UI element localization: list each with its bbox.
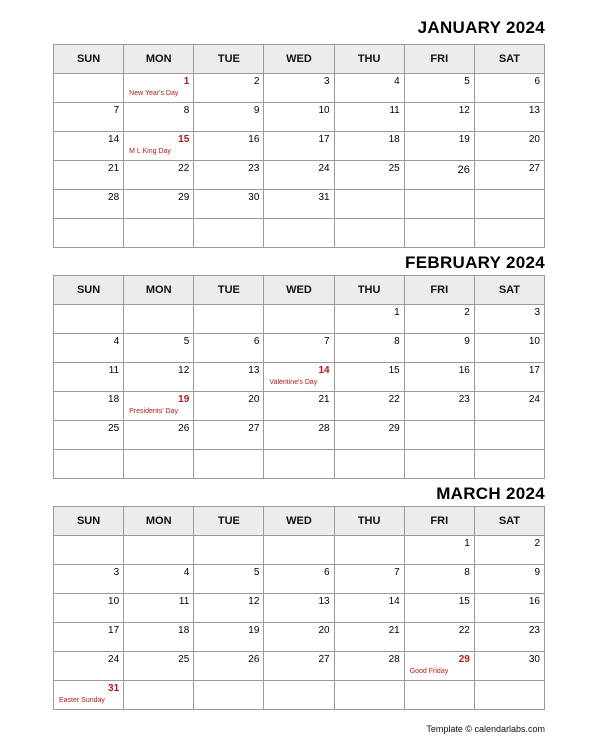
week-row: [54, 74, 545, 103]
day-number: 24: [108, 654, 120, 665]
day-number: 16: [458, 365, 470, 376]
month-title: FEBRUARY 2024: [405, 253, 545, 272]
week-row: [54, 190, 545, 219]
holiday-name: Presidents' Day: [129, 408, 178, 415]
day-cell: [264, 363, 334, 392]
day-cell: [474, 132, 544, 161]
day-cell: [404, 536, 474, 565]
day-cell: [334, 536, 404, 565]
day-number: 22: [458, 625, 470, 636]
week-row: [54, 392, 545, 421]
day-number: 1: [394, 307, 400, 318]
weekday-header: SUN: [54, 507, 124, 536]
weekday-header: THU: [334, 45, 404, 74]
day-number: 2: [253, 76, 260, 87]
day-number: 27: [318, 654, 330, 665]
weekday-header: WED: [264, 507, 334, 536]
day-cell: [264, 421, 334, 450]
day-cell: [334, 132, 404, 161]
day-cell: [194, 132, 264, 161]
day-cell: [54, 161, 124, 190]
day-cell: [474, 219, 544, 248]
day-cell: [264, 219, 334, 248]
day-cell: [194, 74, 264, 103]
day-cell: [124, 161, 194, 190]
day-number: 28: [108, 192, 120, 203]
day-cell: [404, 219, 474, 248]
day-cell: [474, 74, 544, 103]
day-cell: [474, 681, 544, 710]
day-number: 29: [388, 423, 400, 434]
day-number: 3: [324, 76, 330, 87]
day-number: 17: [528, 365, 540, 376]
day-number: 10: [108, 596, 120, 607]
day-number: 16: [248, 134, 260, 145]
day-number: 23: [248, 163, 260, 174]
day-cell: [54, 594, 124, 623]
week-row: [54, 565, 545, 594]
day-cell: [264, 334, 334, 363]
day-number: 20: [248, 394, 260, 405]
holiday-day-number: 31: [108, 683, 120, 694]
day-cell: [54, 421, 124, 450]
day-cell: [474, 305, 544, 334]
day-cell: [474, 161, 544, 190]
day-cell: [194, 392, 264, 421]
day-number: 25: [108, 423, 120, 434]
day-cell: [194, 623, 264, 652]
weekday-header-row: [54, 45, 545, 74]
day-cell: [124, 565, 194, 594]
day-number: 3: [113, 567, 120, 578]
weekday-header: TUE: [194, 507, 264, 536]
day-number: 4: [183, 567, 190, 578]
day-number: 10: [528, 336, 540, 347]
weekday-header-row: [54, 276, 545, 305]
day-cell: [334, 190, 404, 219]
holiday-day-number: 29: [458, 654, 470, 665]
day-cell: [264, 132, 334, 161]
day-number: 8: [464, 567, 470, 578]
day-cell: [194, 594, 264, 623]
footer-credit: Template © calendarlabs.com: [426, 724, 545, 734]
day-number: 5: [183, 336, 190, 347]
day-cell: [334, 363, 404, 392]
day-cell: [124, 623, 194, 652]
week-row: [54, 681, 545, 710]
day-number: 20: [318, 625, 330, 636]
weekday-header: TUE: [194, 276, 264, 305]
day-number: 9: [464, 336, 470, 347]
day-cell: [334, 652, 404, 681]
day-number: 10: [318, 105, 330, 116]
weekday-header-row: [54, 507, 545, 536]
weekday-header: SAT: [474, 507, 544, 536]
week-row: [54, 363, 545, 392]
day-cell: [474, 190, 544, 219]
day-number: 8: [394, 336, 400, 347]
day-number: 31: [318, 192, 330, 203]
day-cell: [124, 421, 194, 450]
day-cell: [54, 219, 124, 248]
week-row: [54, 132, 545, 161]
weekday-header: THU: [334, 276, 404, 305]
weekday-header: FRI: [404, 507, 474, 536]
day-number: 25: [388, 163, 400, 174]
day-cell: [264, 103, 334, 132]
day-number: 14: [108, 134, 120, 145]
day-cell: [264, 681, 334, 710]
day-cell: [124, 652, 194, 681]
day-number: 15: [458, 596, 470, 607]
day-number: 21: [108, 163, 120, 174]
day-number: 6: [534, 76, 540, 87]
day-cell: [474, 363, 544, 392]
month-title: MARCH 2024: [436, 484, 545, 503]
day-cell: [194, 190, 264, 219]
weekday-header: MON: [124, 507, 194, 536]
day-number: 30: [248, 192, 260, 203]
weekday-header: MON: [124, 45, 194, 74]
weekday-header: MON: [124, 276, 194, 305]
day-cell: [404, 74, 474, 103]
day-cell: [264, 565, 334, 594]
day-number: 11: [389, 105, 400, 116]
week-row: [54, 421, 545, 450]
day-number: 22: [388, 394, 400, 405]
day-cell: [334, 334, 404, 363]
day-cell: [334, 103, 404, 132]
day-cell: [474, 450, 544, 479]
day-cell: [194, 363, 264, 392]
day-number: 9: [253, 105, 260, 116]
day-cell: [404, 103, 474, 132]
day-cell: [334, 74, 404, 103]
day-cell: [404, 363, 474, 392]
week-row: [54, 623, 545, 652]
week-row: [54, 652, 545, 681]
day-number: 11: [108, 365, 120, 376]
week-row: [54, 536, 545, 565]
day-cell: [404, 161, 474, 190]
day-cell: [334, 450, 404, 479]
weekday-header: SAT: [474, 45, 544, 74]
day-number: 26: [178, 423, 190, 434]
day-cell: [404, 190, 474, 219]
holiday-name: New Year's Day: [129, 90, 179, 97]
day-cell: [54, 652, 124, 681]
day-number: 3: [534, 307, 540, 318]
day-cell: [124, 594, 194, 623]
day-cell: [474, 392, 544, 421]
day-number: 24: [318, 163, 330, 174]
weekday-header: FRI: [404, 45, 474, 74]
day-cell: [474, 652, 544, 681]
day-cell: [194, 565, 264, 594]
day-cell: [54, 305, 124, 334]
day-number: 4: [394, 76, 400, 87]
day-cell: [264, 74, 334, 103]
day-cell: [404, 450, 474, 479]
day-number: 6: [253, 336, 260, 347]
day-number: 5: [464, 76, 470, 87]
weekday-header: WED: [264, 276, 334, 305]
day-cell: [54, 450, 124, 479]
holiday-day-number: 19: [178, 394, 190, 405]
weekday-header: SUN: [54, 45, 124, 74]
day-cell: [124, 190, 194, 219]
day-number: 12: [248, 596, 260, 607]
day-cell: [194, 161, 264, 190]
day-number: 7: [394, 567, 400, 578]
day-cell: [404, 623, 474, 652]
weekday-header: FRI: [404, 276, 474, 305]
day-number: 17: [108, 625, 120, 636]
day-number: 13: [318, 596, 330, 607]
day-cell: [404, 594, 474, 623]
day-cell: [194, 652, 264, 681]
day-cell: [264, 305, 334, 334]
day-cell: [404, 681, 474, 710]
day-cell: [124, 305, 194, 334]
day-number: 15: [388, 365, 400, 376]
day-number: 7: [113, 105, 120, 116]
day-cell: [124, 334, 194, 363]
day-cell: [54, 536, 124, 565]
weekday-header: WED: [264, 45, 334, 74]
month-grid: [53, 44, 545, 248]
day-number: 21: [388, 625, 400, 636]
day-number: 28: [318, 423, 330, 434]
holiday-name: Easter Sunday: [59, 697, 105, 704]
day-number: 7: [324, 336, 330, 347]
day-cell: [264, 190, 334, 219]
day-cell: [124, 681, 194, 710]
day-number: 26: [248, 654, 260, 665]
day-number: 22: [178, 163, 190, 174]
day-cell: [474, 565, 544, 594]
day-cell: [54, 681, 124, 710]
day-cell: [124, 392, 194, 421]
day-number: 26: [457, 164, 470, 176]
day-number: 4: [113, 336, 120, 347]
day-cell: [404, 565, 474, 594]
day-cell: [194, 334, 264, 363]
holiday-name: Valentine's Day: [269, 379, 318, 386]
day-cell: [54, 74, 124, 103]
day-cell: [404, 421, 474, 450]
week-row: [54, 594, 545, 623]
holiday-name: M L King Day: [129, 148, 171, 155]
day-cell: [264, 594, 334, 623]
day-cell: [474, 536, 544, 565]
day-number: 9: [534, 567, 540, 578]
day-number: 5: [253, 567, 260, 578]
day-cell: [334, 565, 404, 594]
day-number: 1: [464, 538, 470, 549]
day-cell: [474, 334, 544, 363]
day-cell: [334, 681, 404, 710]
weekday-header: SUN: [54, 276, 124, 305]
day-number: 28: [388, 654, 400, 665]
day-cell: [54, 363, 124, 392]
day-cell: [334, 421, 404, 450]
weekday-header: TUE: [194, 45, 264, 74]
day-number: 27: [528, 163, 540, 174]
day-number: 23: [458, 394, 470, 405]
day-number: 30: [528, 654, 540, 665]
day-cell: [264, 161, 334, 190]
day-cell: [54, 392, 124, 421]
week-row: [54, 219, 545, 248]
day-number: 14: [388, 596, 400, 607]
day-number: 18: [388, 134, 400, 145]
day-number: 13: [528, 105, 540, 116]
day-cell: [124, 450, 194, 479]
month-title: JANUARY 2024: [417, 18, 545, 37]
day-cell: [264, 652, 334, 681]
holiday-day-number: 14: [318, 365, 330, 376]
day-number: 18: [108, 394, 120, 405]
day-cell: [404, 305, 474, 334]
day-cell: [264, 623, 334, 652]
day-cell: [194, 305, 264, 334]
day-cell: [194, 421, 264, 450]
day-number: 23: [528, 625, 540, 636]
holiday-day-number: 15: [178, 134, 190, 145]
day-cell: [264, 392, 334, 421]
week-row: [54, 450, 545, 479]
day-number: 20: [528, 134, 540, 145]
day-number: 2: [464, 307, 470, 318]
day-number: 11: [178, 596, 190, 607]
day-cell: [264, 450, 334, 479]
day-number: 19: [248, 625, 260, 636]
day-cell: [404, 132, 474, 161]
day-cell: [334, 305, 404, 334]
day-cell: [124, 132, 194, 161]
month-grid: [53, 506, 545, 710]
day-cell: [54, 334, 124, 363]
day-number: 25: [178, 654, 190, 665]
day-cell: [194, 219, 264, 248]
day-cell: [404, 652, 474, 681]
day-number: 16: [528, 596, 540, 607]
day-cell: [194, 681, 264, 710]
day-cell: [474, 623, 544, 652]
day-cell: [334, 161, 404, 190]
day-number: 21: [318, 394, 330, 405]
day-number: 19: [458, 134, 470, 145]
day-cell: [264, 536, 334, 565]
week-row: [54, 103, 545, 132]
day-cell: [194, 103, 264, 132]
day-number: 2: [534, 538, 540, 549]
day-cell: [474, 103, 544, 132]
week-row: [54, 305, 545, 334]
day-cell: [334, 623, 404, 652]
day-number: 6: [324, 567, 330, 578]
day-number: 8: [183, 105, 190, 116]
day-number: 12: [458, 105, 470, 116]
day-cell: [334, 219, 404, 248]
day-cell: [124, 219, 194, 248]
day-cell: [124, 363, 194, 392]
day-number: 18: [178, 625, 190, 636]
day-number: 12: [178, 365, 190, 376]
day-cell: [194, 450, 264, 479]
week-row: [54, 161, 545, 190]
weekday-header: SAT: [474, 276, 544, 305]
day-number: 24: [528, 394, 540, 405]
day-cell: [404, 334, 474, 363]
day-cell: [54, 190, 124, 219]
day-number: 13: [248, 365, 260, 376]
day-cell: [194, 536, 264, 565]
day-cell: [334, 392, 404, 421]
holiday-day-number: 1: [183, 76, 190, 87]
day-cell: [124, 74, 194, 103]
day-number: 27: [248, 423, 260, 434]
day-cell: [124, 536, 194, 565]
day-cell: [54, 103, 124, 132]
day-cell: [54, 132, 124, 161]
day-number: 17: [318, 134, 330, 145]
month-grid: [53, 275, 545, 479]
day-cell: [54, 623, 124, 652]
day-cell: [474, 594, 544, 623]
day-cell: [124, 103, 194, 132]
day-cell: [474, 421, 544, 450]
weekday-header: THU: [334, 507, 404, 536]
week-row: [54, 334, 545, 363]
day-number: 29: [178, 192, 190, 203]
day-cell: [404, 392, 474, 421]
day-cell: [334, 594, 404, 623]
holiday-name: Good Friday: [409, 668, 449, 675]
day-cell: [54, 565, 124, 594]
